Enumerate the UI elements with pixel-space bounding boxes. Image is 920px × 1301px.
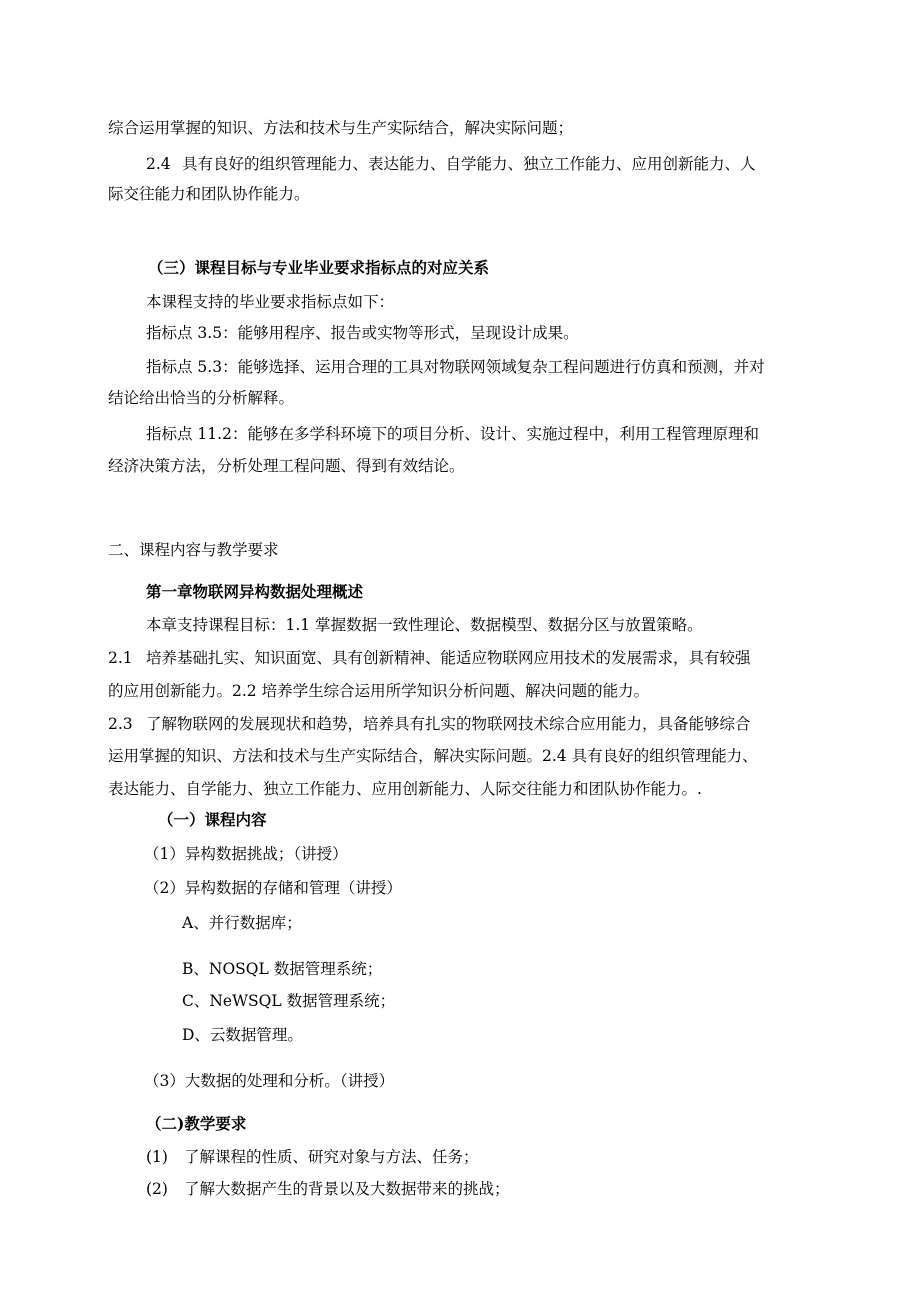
goal-2-4-continued: 际交往能力和团队协作能力。 bbox=[108, 185, 310, 203]
indicator-3-5: 指标点 3.5：能够用程序、报告或实物等形式，呈现设计成果。 bbox=[146, 324, 579, 342]
indicator-11-2-continued: 经济决策方法，分析处理工程问题、得到有效结论。 bbox=[108, 457, 465, 475]
intro-line: 综合运用掌握的知识、方法和技术与生产实际结合，解决实际问题； bbox=[108, 119, 574, 137]
content-item-2a: A、并行数据库； bbox=[182, 914, 302, 932]
content-item-2c: C、NeWSQL 数据管理系统； bbox=[182, 992, 396, 1010]
requirement-1-number: (1) bbox=[146, 1148, 168, 1166]
teaching-requirements-heading: （二)教学要求 bbox=[146, 1114, 247, 1133]
goal-2-1 bbox=[108, 648, 751, 668]
requirement-2-text: 了解大数据产生的背景以及大数据带来的挑战； bbox=[184, 1180, 510, 1198]
section-3-heading: （三）课程目标与专业毕业要求指标点的对应关系 bbox=[148, 258, 490, 277]
content-item-2: （2）异构数据的存储和管理（讲授） bbox=[144, 879, 402, 897]
section-3-lead: 本课程支持的毕业要求指标点如下： bbox=[146, 293, 395, 311]
chapter-1-title: 第一章物联网异构数据处理概述 bbox=[146, 582, 364, 601]
goal-2-3-continued-2: 表达能力、自学能力、独立工作能力、应用创新能力、人际交往能力和团队协作能力。. bbox=[108, 780, 702, 798]
course-content-heading: （一）课程内容 bbox=[158, 810, 267, 829]
requirement-1 bbox=[146, 1147, 479, 1167]
requirement-2 bbox=[146, 1179, 510, 1199]
indicator-5-3: 指标点 5.3：能够选择、运用合理的工具对物联网领域复杂工程问题进行仿真和预测，并对 bbox=[146, 358, 765, 376]
requirement-1-text: 了解课程的性质、研究对象与方法、任务； bbox=[184, 1148, 479, 1166]
indicator-11-2: 指标点 11.2：能够在多学科环境下的项目分析、设计、实施过程中，利用工程管理原理和 bbox=[146, 425, 759, 443]
goal-2-1-continued: 的应用创新能力。2.2 培养学生综合运用所学知识分析问题、解决问题的能力。 bbox=[108, 682, 650, 700]
content-item-2b: B、NOSQL 数据管理系统； bbox=[182, 960, 383, 978]
goal-2-3-number: 2.3 bbox=[108, 715, 133, 733]
goal-2-3-continued-1: 运用掌握的知识、方法和技术与生产实际结合，解决实际问题。2.4 具有良好的组织管理能力、 bbox=[108, 747, 758, 765]
chapter-support-line: 本章支持课程目标：1.1 掌握数据一致性理论、数据模型、数据分区与放置策略。 bbox=[146, 616, 703, 634]
content-item-3: （3）大数据的处理和分析。（讲授） bbox=[144, 1072, 395, 1090]
goal-2-3 bbox=[108, 714, 751, 734]
goal-2-4-text: 具有良好的组织管理能力、表达能力、自学能力、独立工作能力、应用创新能力、人 bbox=[182, 155, 756, 173]
content-item-2d: D、云数据管理。 bbox=[182, 1026, 303, 1044]
section-two-heading: 二、课程内容与教学要求 bbox=[108, 541, 279, 559]
goal-2-3-text: 了解物联网的发展现状和趋势，培养具有扎实的物联网技术综合应用能力，具备能够综合 bbox=[146, 715, 751, 733]
goal-2-1-number: 2.1 bbox=[108, 649, 133, 667]
requirement-2-number: (2) bbox=[146, 1180, 168, 1198]
goal-2-4 bbox=[146, 154, 756, 174]
indicator-5-3-continued: 结论给出恰当的分析解释。 bbox=[108, 389, 295, 407]
goal-2-1-text: 培养基础扎实、知识面宽、具有创新精神、能适应物联网应用技术的发展需求，具有较强 bbox=[146, 649, 751, 667]
content-item-1: （1）异构数据挑战；（讲授） bbox=[144, 845, 348, 863]
goal-2-4-number: 2.4 bbox=[146, 155, 171, 173]
